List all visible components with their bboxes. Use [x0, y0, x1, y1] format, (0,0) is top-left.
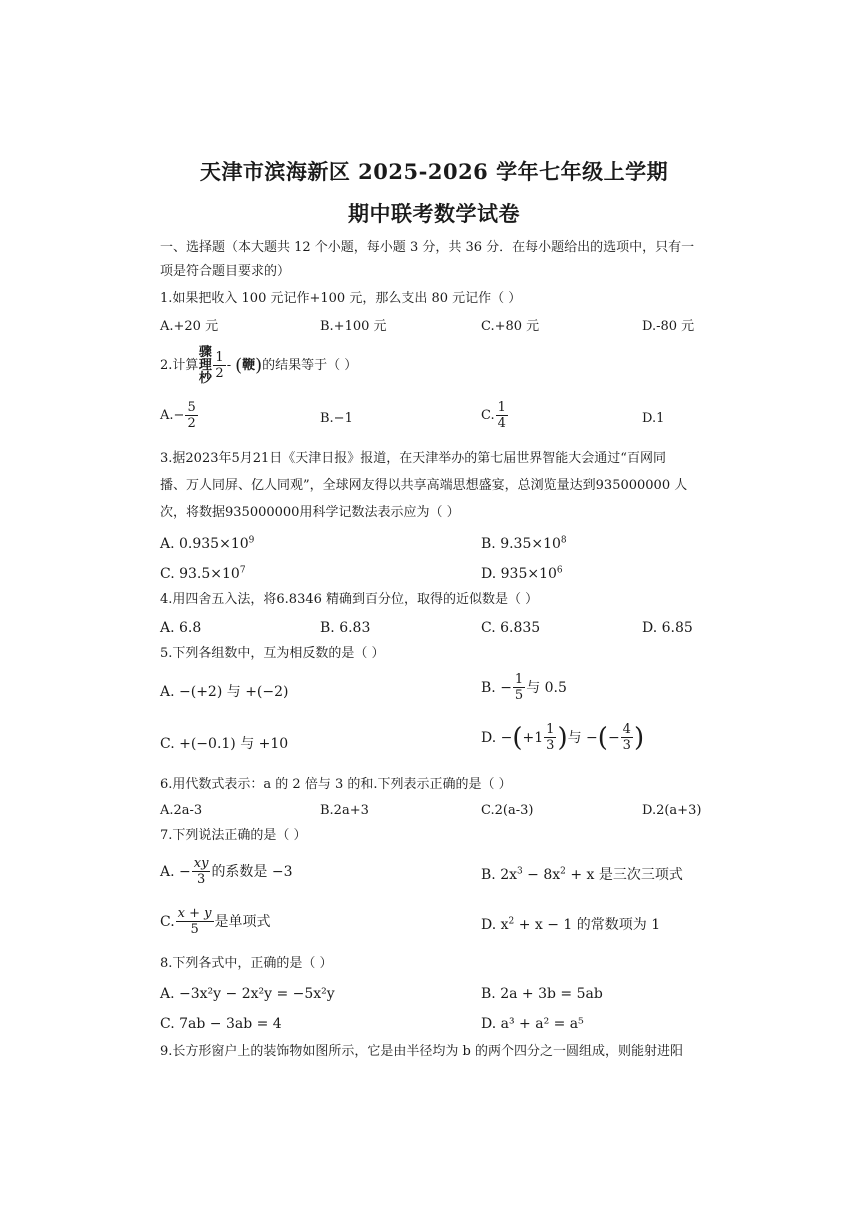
- q7-option-c: [160, 906, 271, 937]
- q8-option-a: A. −3x²y − 2x²y = −5x²y: [160, 986, 335, 1002]
- q3-option-b: [481, 535, 567, 553]
- q6-stem: 6.用代数式表示：a 的 2 倍与 3 的和.下列表示正确的是（ ）: [160, 777, 512, 792]
- q5-option-d-mid: 与 −: [567, 729, 598, 746]
- q6-option-a: A.2a-3: [160, 803, 203, 818]
- q7-stem: 7.下列说法正确的是（ ）: [160, 828, 307, 843]
- q7-option-a-den: 3: [196, 872, 206, 887]
- q5-option-d-num1: 1: [546, 722, 555, 737]
- q3-option-a: [160, 535, 254, 553]
- q6-option-d: D.2(a+3): [642, 803, 702, 818]
- q8-option-b: B. 2a + 3b = 5ab: [481, 986, 603, 1002]
- q2-dash: -: [226, 357, 232, 373]
- q7-option-d-part1: D. x: [481, 917, 509, 933]
- q7-option-a-suffix: 的系数是 −3: [211, 863, 293, 880]
- q6-option-b: B.2a+3: [320, 803, 369, 818]
- q7-option-a: [160, 856, 293, 887]
- q5-option-b-suffix: 与 0.5: [526, 679, 567, 696]
- q2-frac-num: 1: [215, 350, 224, 365]
- q2-option-c-prefix: C.: [481, 407, 495, 423]
- q5-option-c: C. +(−0.1) 与 +10: [160, 736, 289, 752]
- q3-option-c: [160, 565, 246, 583]
- q4-option-b: B. 6.83: [320, 620, 371, 636]
- exam-title-line2: 期中联考数学试卷: [348, 201, 520, 226]
- q3-option-a-base: A. 0.935×10: [160, 536, 249, 552]
- q7-option-b-exp1: 3: [517, 866, 523, 877]
- q7-option-b-part2: − 8x: [522, 867, 561, 883]
- q2-option-a-den: 2: [187, 416, 196, 431]
- q2-paren-content: 鞭: [242, 357, 256, 373]
- q1-option-c: C.+80 元: [481, 319, 540, 334]
- q3-option-d-exp: 6: [556, 565, 563, 576]
- q5-option-d-den1: 3: [546, 738, 555, 753]
- q3-option-c-exp: 7: [239, 565, 246, 576]
- q5-option-d: D. − ( +1 $\frac{1}{3}$ ) 与 − ( − $\frac{4}{3}$ ): [481, 722, 645, 753]
- q5-option-d-sign: −: [607, 729, 620, 746]
- section-intro-line2: 项是符合题目要求的）: [160, 264, 291, 279]
- q3-option-d: [481, 565, 563, 583]
- q5-option-a: A. −(+2) 与 +(−2): [160, 684, 289, 700]
- q3-line1: 3.据2023年5月21日《天津日报》报道，在天津举办的第七届世界智能大会通过“百网同: [160, 451, 666, 466]
- q3-line2: 播、万人同屏、亿人同观”，全球网友得以共享高端思想盛宴，总浏览量达到935000000 人: [160, 478, 688, 493]
- q9-stem: 9.长方形窗户上的装饰物如图所示，它是由半径均为 b 的两个四分之一圆组成，则能射进阳: [160, 1044, 683, 1059]
- q2-option-a-num: 5: [187, 400, 196, 415]
- q1-option-a: A.+20 元: [160, 319, 219, 334]
- section-intro-line1: 一、选择题（本大题共 12 个小题，每小题 3 分，共 36 分．在每小题给出的选项中，只有一: [160, 240, 695, 255]
- q2-suffix: 的结果等于（ ）: [262, 357, 358, 373]
- q2-stem: 2.计算 骤理杪 $\frac{1}{2}$ - ( 鞭 ) 的结果等于（ ）: [160, 345, 358, 386]
- q7-option-d-exp1: 2: [508, 916, 515, 927]
- exam-title-line1: 天津市滨海新区 2025-2026 学年七年级上学期: [199, 159, 669, 184]
- q5-option-d-prefix: D. −: [481, 729, 513, 746]
- q5-option-d-num2: 4: [622, 722, 631, 737]
- q3-option-c-base: C. 93.5×10: [160, 566, 240, 582]
- q5-option-b: [481, 672, 567, 703]
- q4-option-d: D. 6.85: [642, 620, 693, 636]
- q7-option-a-prefix: A. −: [160, 863, 191, 880]
- q3-option-a-exp: 9: [248, 535, 255, 546]
- q4-option-a: A. 6.8: [160, 620, 202, 636]
- q3-line3: 次，将数据935000000用科学记数法表示应为（ ）: [160, 505, 460, 520]
- q5-option-b-num: 1: [514, 672, 524, 687]
- q7-option-b: [481, 866, 683, 884]
- q7-option-b-exp2: 2: [560, 866, 566, 877]
- q7-option-b-part3: + x 是三次三项式: [565, 867, 683, 883]
- q1-stem: 1.如果把收入 100 元记作+100 元，那么支出 80 元记作（ ）: [160, 291, 522, 306]
- q2-option-b: B.−1: [320, 411, 353, 426]
- q2-option-a-sign: −: [173, 407, 185, 423]
- q3-option-b-exp: 8: [560, 535, 567, 546]
- q5-option-d-int: +1: [522, 729, 544, 746]
- q7-option-d: [481, 916, 660, 934]
- q8-option-d: D. a³ + a² = a⁵: [481, 1016, 584, 1032]
- q2-option-c-den: 4: [497, 416, 506, 431]
- q2-fraction: [213, 350, 225, 381]
- q8-stem: 8.下列各式中，正确的是（ ）: [160, 956, 333, 971]
- q7-option-c-prefix: C.: [160, 913, 175, 930]
- q4-option-c: C. 6.835: [481, 620, 541, 636]
- q5-option-b-den: 5: [514, 688, 524, 703]
- q8-option-c: C. 7ab − 3ab = 4: [160, 1016, 282, 1032]
- q1-option-d: D.-80 元: [642, 319, 695, 334]
- q3-option-b-base: B. 9.35×10: [481, 536, 561, 552]
- q5-option-b-prefix: B. −: [481, 679, 512, 696]
- q7-option-c-num: x + y: [177, 906, 212, 921]
- q2-option-c: [481, 400, 509, 431]
- q1-option-b: B.+100 元: [320, 319, 387, 334]
- q5-stem: 5.下列各组数中，互为相反数的是（ ）: [160, 646, 385, 661]
- q7-option-c-den: 5: [190, 922, 199, 937]
- q2-option-d: D.1: [642, 411, 665, 426]
- q7-option-c-suffix: 是单项式: [214, 913, 271, 930]
- q7-option-b-part1: B. 2x: [481, 867, 517, 883]
- q2-garbled-symbol: 骤理杪: [198, 345, 212, 386]
- q6-option-c: C.2(a-3): [481, 803, 534, 818]
- q2-option-c-num: 1: [497, 400, 506, 415]
- q5-option-d-den2: 3: [622, 738, 631, 753]
- q3-option-d-base: D. 935×10: [481, 566, 557, 582]
- q7-option-d-part2: + x − 1 的常数项为 1: [514, 917, 661, 933]
- q2-option-a: [160, 400, 199, 431]
- q4-stem: 4.用四舍五入法，将6.8346 精确到百分位，取得的近似数是（ ）: [160, 592, 539, 607]
- q2-prefix: 2.计算: [160, 357, 199, 373]
- q7-option-a-num: xy: [193, 856, 209, 871]
- q2-frac-den: 2: [215, 366, 224, 381]
- q2-option-a-prefix: A.: [160, 407, 174, 423]
